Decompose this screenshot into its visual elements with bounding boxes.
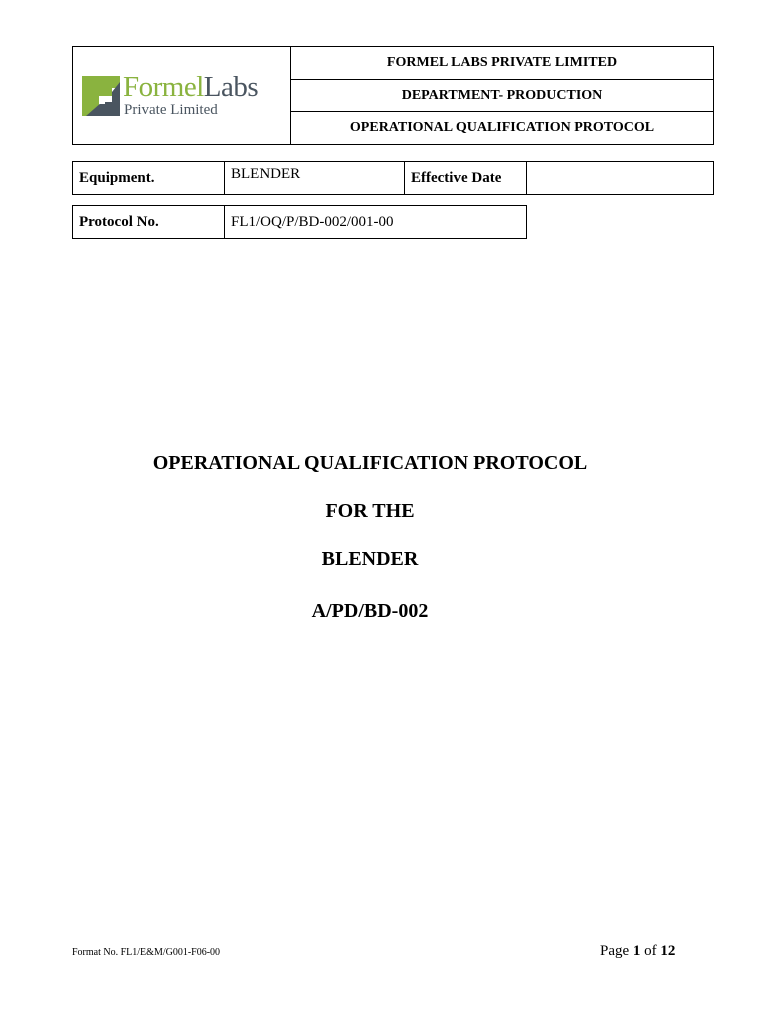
equipment-label: Equipment.: [73, 162, 225, 194]
department-name: DEPARTMENT- PRODUCTION: [291, 80, 713, 113]
title-line-3: BLENDER: [321, 548, 419, 570]
logo-name-part2: Labs: [203, 71, 259, 103]
title-line-1: OPERATIONAL QUALIFICATION PROTOCOL: [152, 452, 588, 474]
title-line-4: A/PD/BD-002: [311, 600, 429, 622]
logo-tagline: Private Limited: [124, 102, 218, 118]
protocol-info-table: [72, 205, 527, 239]
equipment-info-table: [72, 161, 714, 195]
page-total: 12: [660, 943, 676, 959]
header-details: [291, 47, 713, 144]
company-logo: [73, 47, 291, 144]
title-line-2: FOR THE: [325, 500, 415, 522]
logo-wordmark: [123, 73, 258, 118]
effective-date-value: [527, 162, 713, 194]
document-type: OPERATIONAL QUALIFICATION PROTOCOL: [349, 120, 655, 136]
protocol-number: FL1/OQ/P/BD-002/001-00: [231, 213, 394, 230]
formel-labs-logo-icon: [82, 76, 120, 116]
protocol-label: Protocol No.: [73, 206, 225, 238]
page-number: [600, 943, 675, 960]
page-current: 1: [632, 943, 641, 959]
logo-name-part1: Formel: [123, 71, 204, 103]
page-prefix: Page: [600, 943, 630, 959]
document-header: [72, 46, 714, 145]
format-number: Format No. FL1/E&M/G001-F06-00: [72, 947, 221, 958]
page-of: of: [644, 943, 657, 959]
logo-company-name: [123, 73, 258, 102]
equipment-value: BLENDER: [225, 162, 405, 194]
company-name: FORMEL LABS PRIVATE LIMITED: [291, 47, 713, 80]
effective-date-label: Effective Date: [405, 162, 527, 194]
